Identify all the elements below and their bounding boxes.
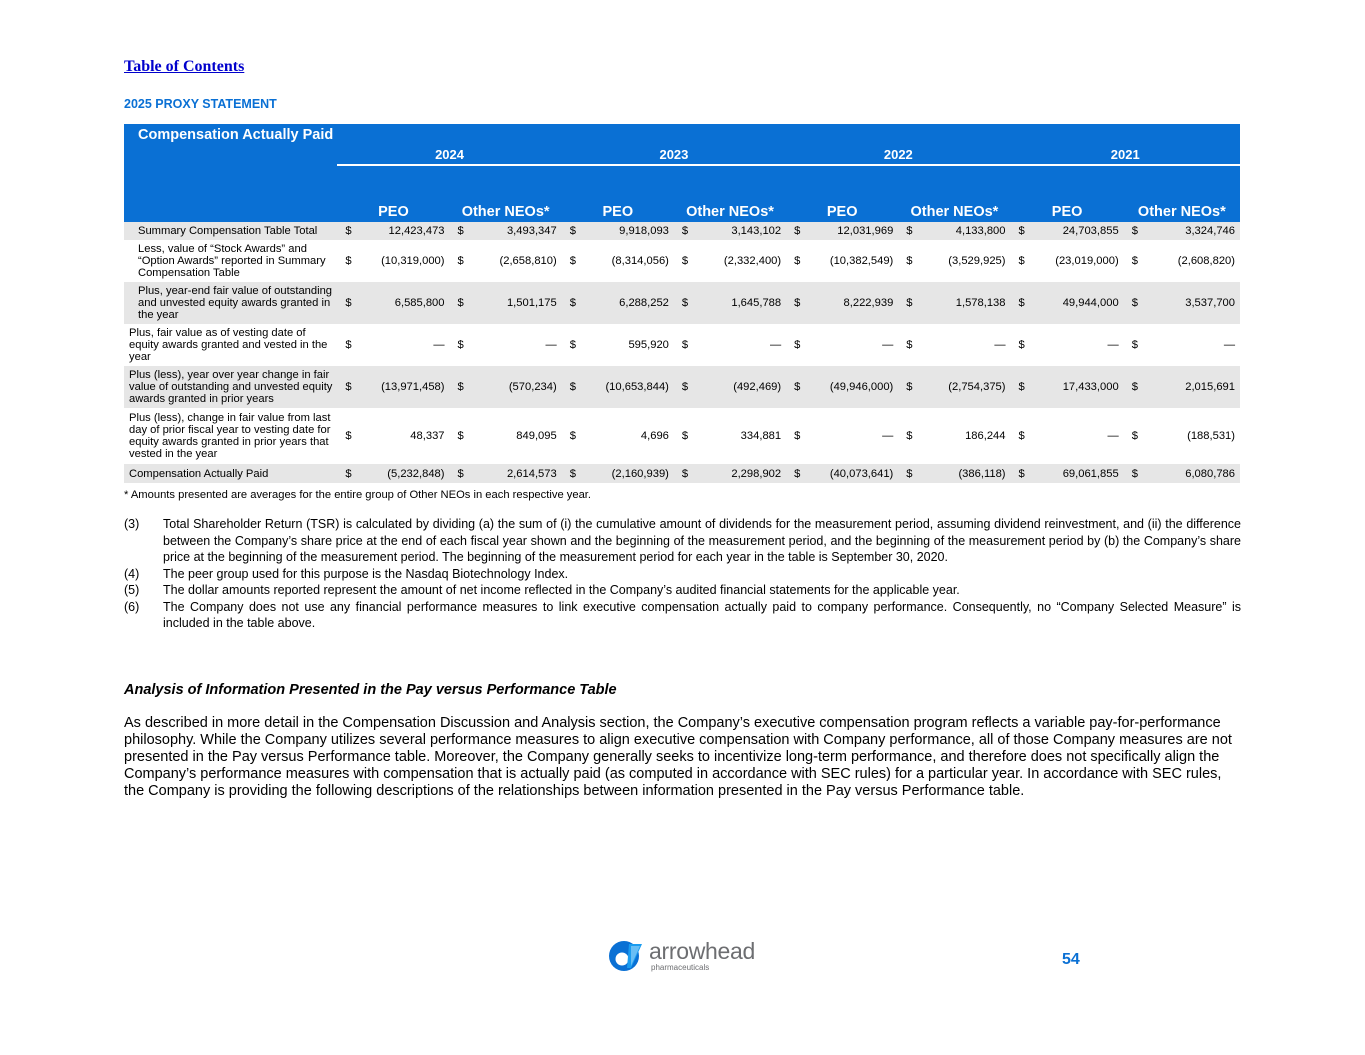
table-cell-value: — — [472, 324, 562, 366]
currency-symbol: $ — [1011, 282, 1033, 324]
currency-symbol: $ — [1124, 464, 1146, 483]
currency-symbol: $ — [450, 222, 472, 240]
currency-symbol: $ — [786, 222, 808, 240]
table-cell-value: 1,645,788 — [696, 282, 786, 324]
currency-symbol: $ — [562, 282, 584, 324]
table-cell-value: — — [1146, 324, 1240, 366]
table-row — [124, 240, 1240, 282]
table-cell-value: (10,319,000) — [359, 240, 449, 282]
currency-symbol: $ — [1124, 366, 1146, 408]
table-cell-value: 6,288,252 — [584, 282, 674, 324]
footnote-item — [124, 566, 1241, 583]
currency-symbol: $ — [1124, 282, 1146, 324]
footnotes — [124, 516, 1241, 632]
currency-symbol: $ — [337, 324, 359, 366]
table-cell-value: (2,754,375) — [920, 366, 1010, 408]
year-header: 2024 — [337, 124, 561, 165]
currency-symbol: $ — [898, 240, 920, 282]
table-cell-value: (3,529,925) — [920, 240, 1010, 282]
table-cell-value: 69,061,855 — [1033, 464, 1124, 483]
footnote-text: The Company does not use any financial performance measures to link executive compensation actually paid to company performance. Consequently, no “Company Selected Measure” is included in the table above. — [163, 599, 1241, 630]
table-cell-value: (2,332,400) — [696, 240, 786, 282]
table-cell-value: — — [359, 324, 449, 366]
table-cell-value: 2,298,902 — [696, 464, 786, 483]
table-row — [124, 222, 1240, 240]
row-label: Plus, year-end fair value of outstanding and unvested equity awards granted in the year — [124, 282, 337, 324]
table-cell-value: — — [696, 324, 786, 366]
table-cell-value: (2,658,810) — [472, 240, 562, 282]
currency-symbol: $ — [674, 282, 696, 324]
currency-symbol: $ — [337, 222, 359, 240]
table-cell-value: 24,703,855 — [1033, 222, 1124, 240]
table-cell-value: (49,946,000) — [808, 366, 898, 408]
table-cell-value: 12,423,473 — [359, 222, 449, 240]
currency-symbol: $ — [674, 324, 696, 366]
logo-name: arrowhead — [649, 938, 755, 964]
table-cell-value: (2,160,939) — [584, 464, 674, 483]
table-cell-value: 849,095 — [472, 408, 562, 464]
table-cell-value: 6,080,786 — [1146, 464, 1240, 483]
table-cell-value: 2,015,691 — [1146, 366, 1240, 408]
page-number: 54 — [1062, 951, 1080, 968]
table-cell-value: 2,614,573 — [472, 464, 562, 483]
currency-symbol: $ — [898, 222, 920, 240]
table-row — [124, 464, 1240, 483]
currency-symbol: $ — [562, 464, 584, 483]
column-header-peo: PEO — [1011, 165, 1124, 222]
table-cell-value: (40,073,641) — [808, 464, 898, 483]
row-label: Summary Compensation Table Total — [124, 222, 337, 240]
table-cell-value: (386,118) — [920, 464, 1010, 483]
arrowhead-logo-icon — [607, 940, 645, 972]
currency-symbol: $ — [898, 366, 920, 408]
document-label: 2025 PROXY STATEMENT — [124, 97, 277, 111]
year-header: 2023 — [562, 124, 786, 165]
table-cell-value: (2,608,820) — [1146, 240, 1240, 282]
table-cell-value: 186,244 — [920, 408, 1010, 464]
year-header: 2021 — [1011, 124, 1240, 165]
column-header-peo: PEO — [337, 165, 449, 222]
table-cell-value: (188,531) — [1146, 408, 1240, 464]
table-cell-value: 1,578,138 — [920, 282, 1010, 324]
currency-symbol: $ — [450, 408, 472, 464]
currency-symbol: $ — [562, 324, 584, 366]
table-cell-value: (5,232,848) — [359, 464, 449, 483]
table-cell-value: (492,469) — [696, 366, 786, 408]
currency-symbol: $ — [562, 240, 584, 282]
footnote-item — [124, 599, 1241, 632]
currency-symbol: $ — [786, 408, 808, 464]
currency-symbol: $ — [1124, 222, 1146, 240]
table-of-contents-link[interactable]: Table of Contents — [124, 58, 245, 75]
currency-symbol: $ — [1011, 324, 1033, 366]
currency-symbol: $ — [1124, 324, 1146, 366]
table-cell-value: 3,324,746 — [1146, 222, 1240, 240]
table-cell-value: 595,920 — [584, 324, 674, 366]
table-cell-value: — — [808, 324, 898, 366]
currency-symbol: $ — [786, 464, 808, 483]
table-cell-value: 6,585,800 — [359, 282, 449, 324]
logo-wordmark — [649, 940, 755, 972]
currency-symbol: $ — [450, 240, 472, 282]
currency-symbol: $ — [898, 408, 920, 464]
currency-symbol: $ — [786, 324, 808, 366]
footnote-text: Total Shareholder Return (TSR) is calculated by dividing (a) the sum of (i) the cumulative amount of dividends for the measurement period, assuming dividend reinvestment, and (ii) the difference between the Company’s share price at the end of each fiscal year shown and the beginning of the measurement period, and the beginning of the measurement period by (b) the Company’s share price at the beginning of the measurement period. The beginning of the measurement period for each year in the table is September 30, 2020. — [163, 517, 1241, 564]
currency-symbol: $ — [1011, 464, 1033, 483]
row-label: Plus (less), year over year change in fair value of outstanding and unvested equity awards granted in prior years — [124, 366, 337, 408]
currency-symbol: $ — [337, 464, 359, 483]
footnote-text: The dollar amounts reported represent the amount of net income reflected in the Company’s audited financial statements for the applicable year. — [163, 583, 960, 597]
section-paragraph: As described in more detail in the Compensation Discussion and Analysis section, the Company’s executive compensation program reflects a variable pay-for-performance philosophy. While the Company utilizes several performance measures to align executive compensation with Company performance, all of those Company measures are not presented in the Pay versus Performance table. Moreover, the Company generally seeks to incentivize long-term performance, and therefore does not specifically align the Company’s performance measures with compensation that is actually paid (as computed in accordance with SEC rules) for a particular year. In accordance with SEC rules, the Company is providing the following descriptions of the relationships between information presented in the Pay versus Performance table. — [124, 715, 1232, 799]
column-header-other-neos: Other NEOs* — [674, 165, 786, 222]
table-cell-value: 17,433,000 — [1033, 366, 1124, 408]
currency-symbol: $ — [786, 282, 808, 324]
currency-symbol: $ — [337, 282, 359, 324]
column-header-peo: PEO — [786, 165, 898, 222]
table-title: Compensation Actually Paid — [124, 124, 337, 222]
table-cell-value: 3,143,102 — [696, 222, 786, 240]
currency-symbol: $ — [562, 366, 584, 408]
section-heading: Analysis of Information Presented in the Pay versus Performance Table — [124, 682, 617, 698]
currency-symbol: $ — [337, 408, 359, 464]
row-label: Less, value of “Stock Awards” and “Option Awards” reported in Summary Compensation Table — [124, 240, 337, 282]
currency-symbol: $ — [786, 366, 808, 408]
currency-symbol: $ — [450, 366, 472, 408]
table-cell-value: 1,501,175 — [472, 282, 562, 324]
table-cell-value: 48,337 — [359, 408, 449, 464]
table-footnote: * Amounts presented are averages for the entire group of Other NEOs in each respective year. — [124, 489, 592, 501]
currency-symbol: $ — [450, 324, 472, 366]
column-header-other-neos: Other NEOs* — [1124, 165, 1240, 222]
column-header-peo: PEO — [562, 165, 674, 222]
table-cell-value: (8,314,056) — [584, 240, 674, 282]
table-cell-value: 3,493,347 — [472, 222, 562, 240]
table-row — [124, 366, 1240, 408]
currency-symbol: $ — [450, 282, 472, 324]
currency-symbol: $ — [674, 464, 696, 483]
currency-symbol: $ — [562, 222, 584, 240]
footnote-item — [124, 516, 1241, 566]
currency-symbol: $ — [898, 324, 920, 366]
year-header: 2022 — [786, 124, 1010, 165]
table-cell-value: (23,019,000) — [1033, 240, 1124, 282]
column-header-other-neos: Other NEOs* — [898, 165, 1010, 222]
currency-symbol: $ — [674, 408, 696, 464]
footnote-number: (4) — [124, 566, 140, 581]
currency-symbol: $ — [786, 240, 808, 282]
currency-symbol: $ — [562, 408, 584, 464]
row-label: Plus, fair value as of vesting date of equity awards granted and vested in the year — [124, 324, 337, 366]
currency-symbol: $ — [1011, 408, 1033, 464]
currency-symbol: $ — [898, 464, 920, 483]
footnote-text: The peer group used for this purpose is the Nasdaq Biotechnology Index. — [163, 566, 569, 581]
table-cell-value: 4,696 — [584, 408, 674, 464]
table-cell-value: — — [1033, 324, 1124, 366]
table-row — [124, 408, 1240, 464]
row-label: Plus (less), change in fair value from last day of prior fiscal year to vesting date for equity awards granted in prior years that vested in the year — [124, 408, 337, 464]
table-cell-value: — — [808, 408, 898, 464]
table-row — [124, 324, 1240, 366]
table-cell-value: (10,653,844) — [584, 366, 674, 408]
currency-symbol: $ — [1124, 240, 1146, 282]
table-cell-value: 49,944,000 — [1033, 282, 1124, 324]
currency-symbol: $ — [674, 240, 696, 282]
footnote-number: (5) — [124, 583, 140, 597]
currency-symbol: $ — [1011, 366, 1033, 408]
table-row — [124, 282, 1240, 324]
table-cell-value: 3,537,700 — [1146, 282, 1240, 324]
table-cell-value: 8,222,939 — [808, 282, 898, 324]
table-cell-value: 9,918,093 — [584, 222, 674, 240]
table-cell-value: 334,881 — [696, 408, 786, 464]
currency-symbol: $ — [450, 464, 472, 483]
currency-symbol: $ — [898, 282, 920, 324]
column-header-other-neos: Other NEOs* — [450, 165, 562, 222]
currency-symbol: $ — [337, 240, 359, 282]
currency-symbol: $ — [674, 366, 696, 408]
table-cell-value: — — [920, 324, 1010, 366]
footnote-item — [124, 582, 1241, 599]
currency-symbol: $ — [1011, 240, 1033, 282]
footnote-number: (3) — [124, 517, 140, 531]
currency-symbol: $ — [1124, 408, 1146, 464]
currency-symbol: $ — [674, 222, 696, 240]
row-label: Compensation Actually Paid — [124, 464, 337, 483]
table-cell-value: 12,031,969 — [808, 222, 898, 240]
table-cell-value: — — [1033, 408, 1124, 464]
footnote-number: (6) — [124, 599, 140, 614]
company-logo — [607, 940, 755, 972]
currency-symbol: $ — [1011, 222, 1033, 240]
table-cell-value: (570,234) — [472, 366, 562, 408]
table-cell-value: 4,133,800 — [920, 222, 1010, 240]
compensation-table — [124, 124, 1240, 483]
logo-tagline: pharmaceuticals — [651, 963, 710, 972]
currency-symbol: $ — [337, 366, 359, 408]
table-cell-value: (10,382,549) — [808, 240, 898, 282]
table-cell-value: (13,971,458) — [359, 366, 449, 408]
